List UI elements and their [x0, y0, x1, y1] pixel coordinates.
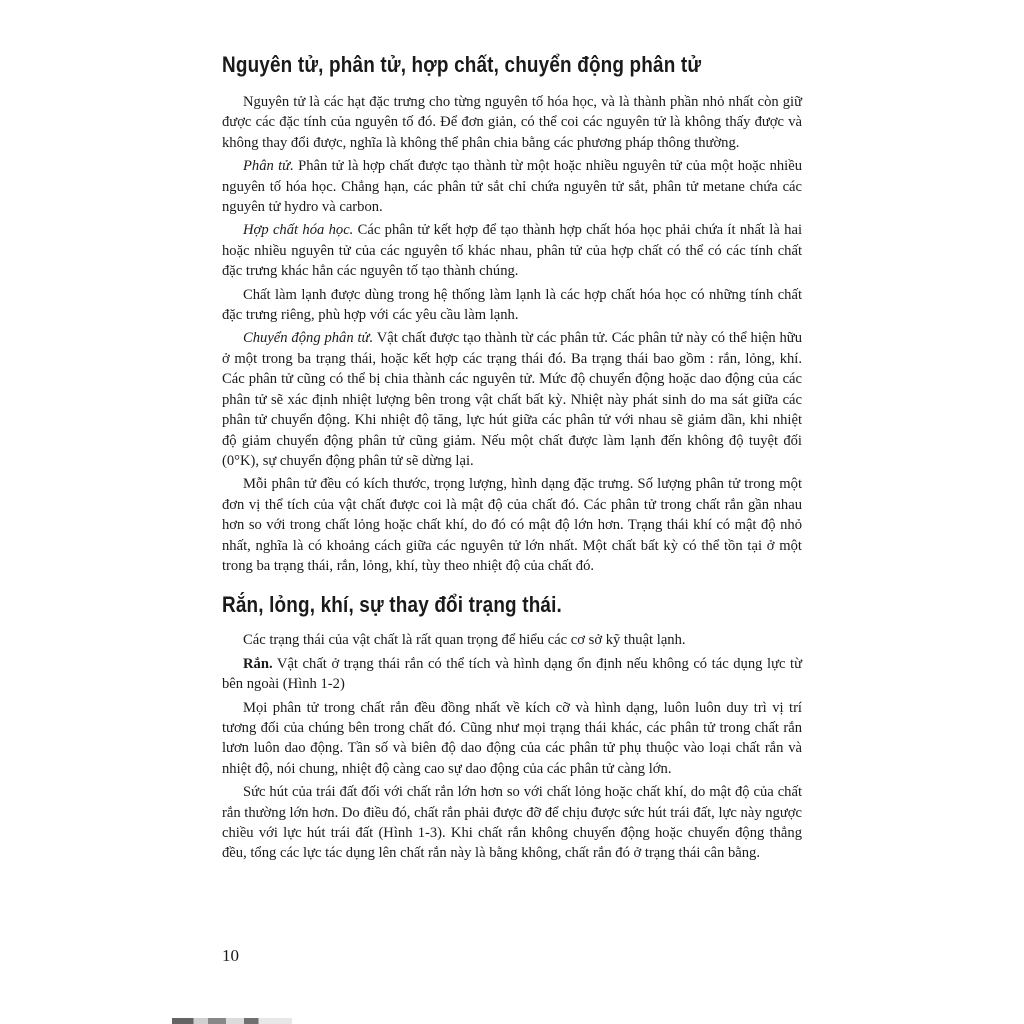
paragraph-atom: Nguyên tử là các hạt đặc trưng cho từng nguyên tố hóa học, và là thành phần nhỏ nhất còn giữ được các đặc tính của nguyên tố đó. Để đơn giản, có thể coi các nguyên tử là không thấy được và không thay đổi được, nghĩa là không thể phân chia bằng các phương pháp thông thường. — [222, 94, 802, 151]
paragraph-lead-solid: Rắn. — [243, 655, 273, 672]
page-number: 10 — [222, 946, 239, 965]
paragraph-text-motion: Vật chất được tạo thành từ các phân tử. Các phân tử này có thể hiện hữu ở một trong ba trạng thái, hoặc kết hợp các trạng thái đó. Ba trạng thái bao gồm : rắn, lỏng, khí. Các phân tử cũng có thể bị chia thành các nguyên tử. Mức độ chuyển động hoặc dao động của các phân tử sẽ xác định nhiệt lượng bên trong vật chất bất kỳ. Nhiệt này phát sinh do ma sát giữa các phân tử chuyển động. Khi nhiệt độ tăng, lực hút giữa các phân tử với nhau sẽ giảm dần, khi nhiệt độ giảm chuyển động phân tử cũng giảm. Nếu một chất được làm lạnh đến không độ tuyệt đối (0°K), sự chuyển động phân tử sẽ dừng lại. — [222, 330, 802, 469]
paragraph-solid-molecules: Mọi phân tử trong chất rắn đều đồng nhất về kích cỡ và hình dạng, luôn luôn duy trì vị trí tương đối của chúng bên trong chất đó. Cũng như mọi trạng thái khác, các phân tử trong chất rắn lươn luôn dao động. Tần số và biên độ dao động của các phân tử phụ thuộc vào loại chất rắn và nhiệt độ, nói chung, nhiệt độ càng cao sự dao động của các phân tử càng lớn. — [222, 699, 802, 777]
paragraph-states-intro: Các trạng thái của vật chất là rất quan trọng để hiểu các cơ sở kỹ thuật lạnh. — [243, 632, 686, 649]
paragraph-text-compound: Các phân tử kết hợp để tạo thành hợp chất hóa học phải chứa ít nhất là hai hoặc nhiều nguyên tử của các nguyên tố khác nhau, phân tử của hợp chất có thể có các tính chất đặc trưng khác hẳn các nguyên tố tạo thành chúng. — [222, 222, 802, 280]
section-heading-atoms-molecules: Nguyên tử, phân tử, hợp chất, chuyển động phân tử — [222, 52, 702, 77]
paragraph-lead-molecule: Phân tử. — [243, 158, 294, 175]
paragraph-solid — [222, 654, 802, 695]
paragraph-molecule — [222, 156, 802, 217]
paragraph-density: Mỗi phân tử đều có kích thước, trọng lượng, hình dạng đặc trưng. Số lượng phân tử trong một đơn vị thể tích của vật chất được coi là mật độ của chất đó. Các phân tử trong chất rắn gần nhau hơn so với trong chất lỏng hoặc chất khí, do đó có mật độ lớn hơn. Trạng thái khí có mật độ nhỏ nhất, nghĩa là có khoảng cách giữa các nguyên tử lớn nhất. Một chất bất kỳ có thể tồn tại ở một trong ba trạng thái, rắn, lỏng, khí, tùy theo nhiệt độ của chất đó. — [222, 476, 802, 574]
section-heading-states: Rắn, lỏng, khí, sự thay đổi trạng thái. — [222, 592, 562, 618]
paragraph-lead-motion: Chuyển động phân tử. — [243, 330, 374, 347]
paragraph-lead-compound: Hợp chất hóa học. — [243, 222, 354, 239]
paragraph-text-solid: Vật chất ở trạng thái rắn có thể tích và hình dạng ổn định nếu không có tác dụng lực từ bên ngoài (Hình 1-2) — [222, 655, 802, 693]
paragraph-molecular-motion — [222, 328, 802, 471]
scan-artifact — [172, 1018, 292, 1024]
paragraph-compound — [222, 220, 802, 281]
paragraph-refrigerant: Chất làm lạnh được dùng trong hệ thống làm lạnh là các hợp chất hóa học có những tính chất đặc trưng riêng, phù hợp với các yêu cầu làm lạnh. — [222, 286, 802, 324]
paragraph-text-molecule: Phân tử là hợp chất được tạo thành từ một hoặc nhiều nguyên tử của một hoặc nhiều nguyên tố hóa học. Chẳng hạn, các phân tử sắt chỉ chứa nguyên tử sắt, phân tử metane chứa các nguyên tử hydro và carbon. — [222, 158, 802, 216]
page-body — [222, 48, 802, 867]
paragraph-gravity: Sức hút của trái đất đối với chất rắn lớn hơn so với chất lỏng hoặc chất khí, do mật độ của chất rắn thường lớn hơn. Do điều đó, chất rắn phải được đỡ để chịu được sức hút trái đất, lực này ngược chiều với lực hút trái đất (Hình 1-3). Khi chất rắn không chuyển động hoặc chuyển động thẳng đều, tổng các lực tác dụng lên chất rắn này là bằng không, chất rắn đó ở trạng thái cân bằng. — [222, 784, 802, 862]
